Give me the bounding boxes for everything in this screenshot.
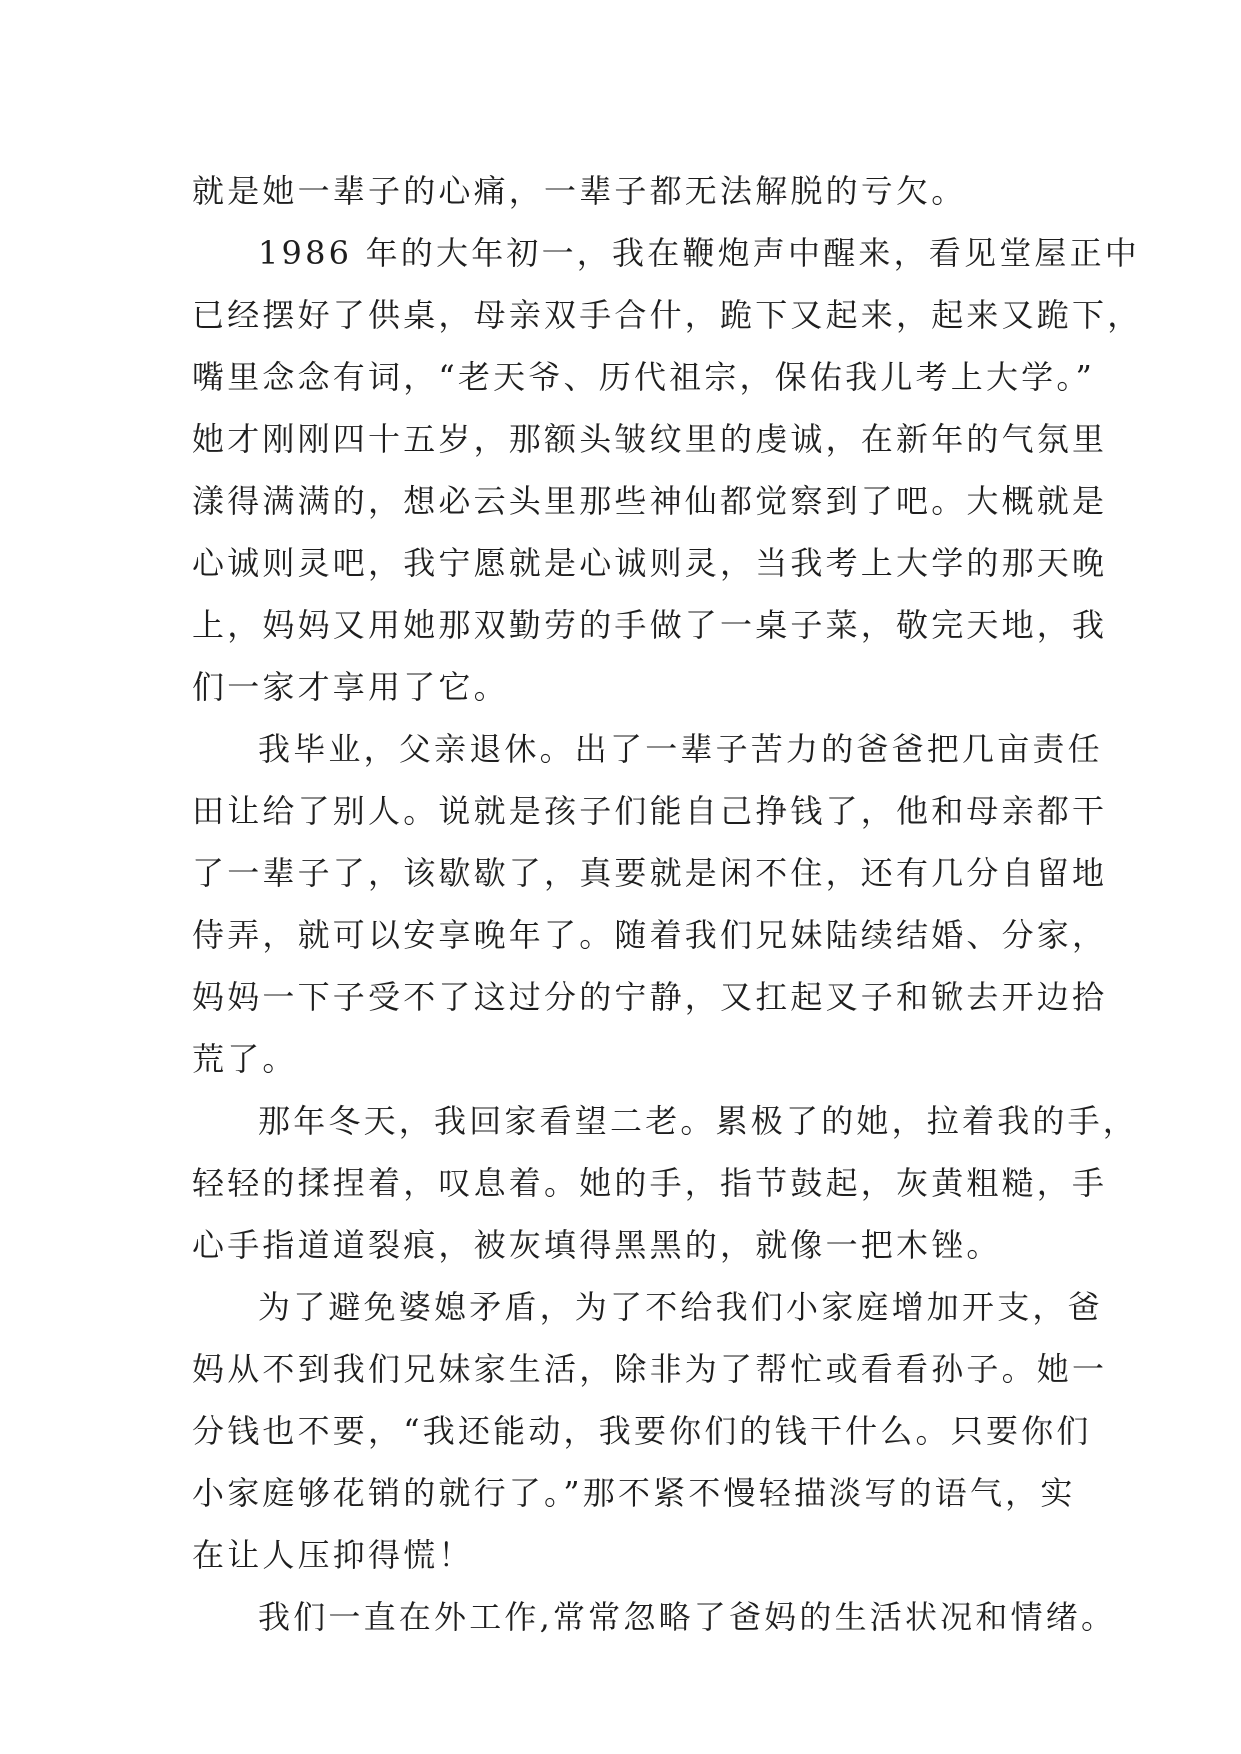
text-line: 嘴里念念有词，“老天爷、历代祖宗，保佑我儿考上大学。”: [192, 358, 1096, 396]
text-line: 心诚则灵吧，我宁愿就是心诚则灵，当我考上大学的那天晚: [192, 544, 1108, 582]
paragraph: [192, 1276, 1108, 1586]
text-line: 我毕业，父亲退休。出了一辈子苦力的爸爸把几亩责任: [258, 730, 1103, 768]
text-line: 荒了。: [192, 1040, 298, 1078]
body-text: [192, 160, 1143, 1648]
text-line: 了一辈子了，该歇歇了，真要就是闲不住，还有几分自留地: [192, 854, 1108, 892]
text-line: 为了避免婆媳矛盾，为了不给我们小家庭增加开支，爸: [258, 1288, 1103, 1326]
text-line: 1986 年的大年初一，我在鞭炮声中醒来，看见堂屋正中: [258, 234, 1141, 272]
text-line: 侍弄，就可以安享晚年了。随着我们兄妹陆续结婚、分家，: [192, 916, 1108, 954]
text-line: 小家庭够花销的就行了。”那不紧不慢轻描淡写的语气，实: [192, 1474, 1076, 1512]
text-line: 妈妈一下子受不了这过分的宁静，又扛起叉子和锨去开边拾: [192, 978, 1108, 1016]
text-line: 我们一直在外工作,常常忽略了爸妈的生活状况和情绪。: [258, 1598, 1117, 1636]
text-line: 那年冬天，我回家看望二老。累极了的她，拉着我的手，: [258, 1102, 1139, 1140]
text-line: 已经摆好了供桌，母亲双手合什，跪下又起来，起来又跪下，: [192, 296, 1143, 334]
paragraph: [192, 1586, 1117, 1648]
text-line: 在让人压抑得慌！: [192, 1536, 474, 1574]
paragraph: [192, 718, 1108, 1090]
text-line: 们一家才享用了它。: [192, 668, 509, 706]
text-line: 她才刚刚四十五岁，那额头皱纹里的虔诚，在新年的气氛里: [192, 420, 1108, 458]
text-line: 心手指道道裂痕，被灰填得黑黑的，就像一把木锉。: [192, 1226, 1002, 1264]
text-line: 上，妈妈又用她那双勤劳的手做了一桌子菜，敬完天地，我: [192, 606, 1108, 644]
text-line: 分钱也不要，“我还能动，我要你们的钱干什么。只要你们: [192, 1412, 1092, 1450]
text-line: 就是她一辈子的心痛，一辈子都无法解脱的亏欠。: [192, 172, 967, 210]
paragraph: [192, 160, 1052, 222]
text-line: 轻轻的揉捏着，叹息着。她的手，指节鼓起，灰黄粗糙，手: [192, 1164, 1108, 1202]
paragraph: [192, 1090, 1139, 1276]
paragraph: [192, 222, 1143, 718]
text-line: 漾得满满的，想必云头里那些神仙都觉察到了吧。大概就是: [192, 482, 1108, 520]
text-line: 田让给了别人。说就是孩子们能自己挣钱了，他和母亲都干: [192, 792, 1108, 830]
text-line: 妈从不到我们兄妹家生活，除非为了帮忙或看看孙子。她一: [192, 1350, 1108, 1388]
